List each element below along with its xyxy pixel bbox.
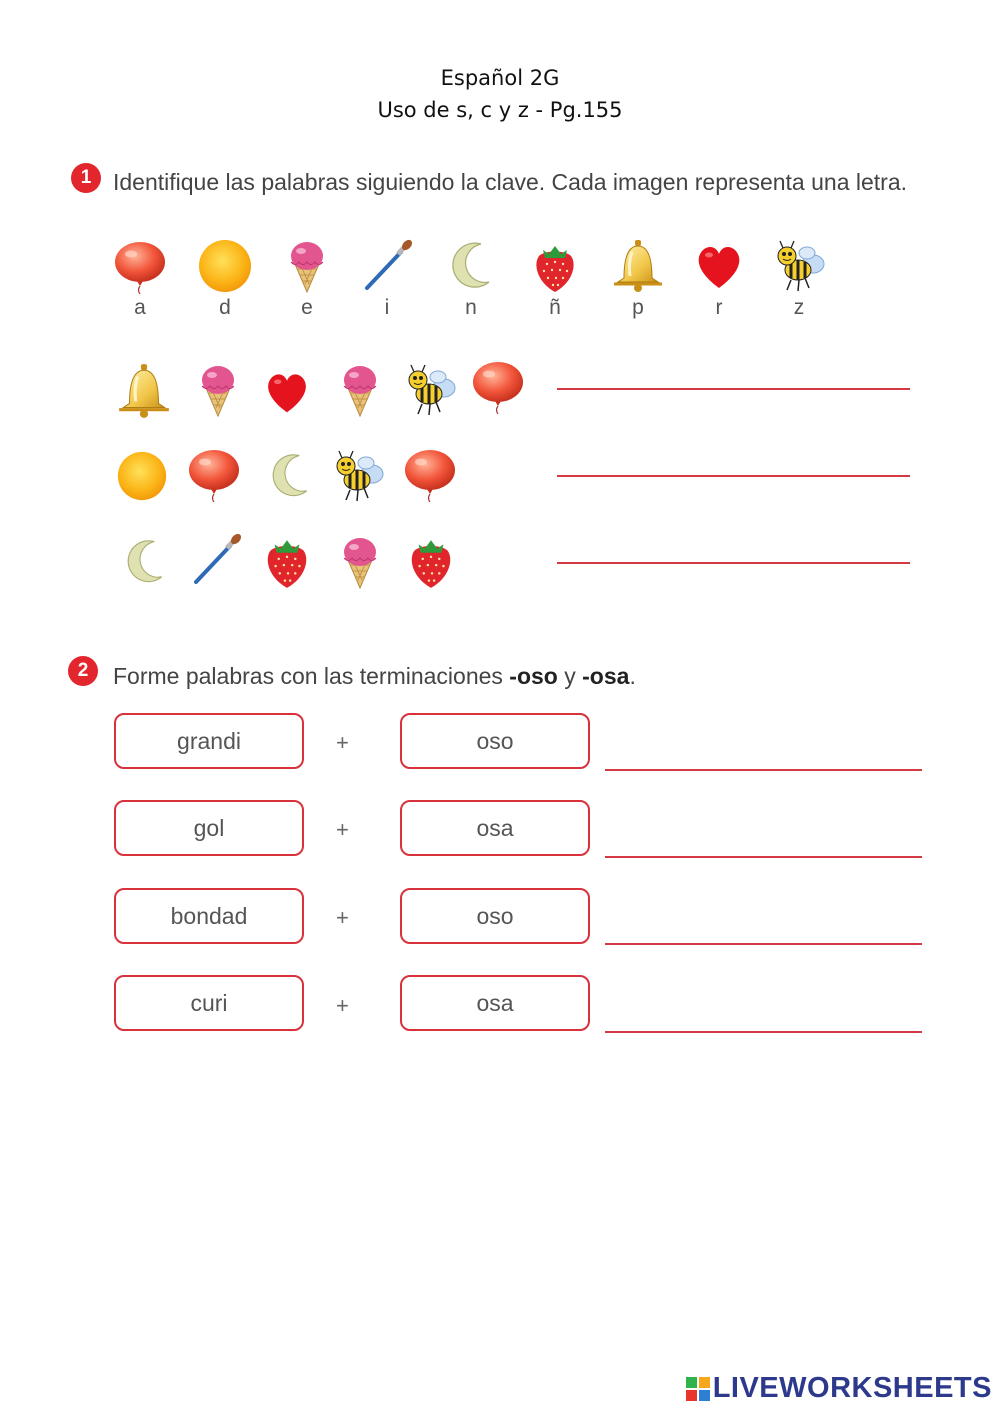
logo-square	[686, 1377, 697, 1388]
logo-grid-icon	[686, 1377, 710, 1401]
plus-sign: +	[336, 993, 349, 1018]
bee-icon	[330, 448, 386, 504]
ending-oso: -oso	[509, 663, 558, 689]
plus-sign: +	[336, 730, 349, 755]
strawberry-icon	[402, 532, 460, 590]
bell-icon	[610, 238, 666, 294]
plus-sign: +	[336, 905, 349, 930]
paintbrush-icon	[188, 532, 244, 588]
key-balloon	[105, 238, 175, 320]
paintbrush-icon	[359, 238, 415, 294]
balloon-icon	[112, 238, 168, 294]
strawberry-icon	[258, 532, 316, 590]
key-letter: z	[793, 296, 805, 319]
key-ice-cream	[272, 238, 342, 320]
key-letter: a	[134, 296, 146, 319]
root-box: bondad	[114, 888, 304, 944]
key-letter: n	[465, 296, 477, 319]
answer-line-word-3[interactable]	[605, 943, 922, 945]
key-letter: ñ	[549, 296, 561, 319]
key-moon	[436, 238, 506, 320]
bell-icon	[114, 362, 174, 420]
suffix-box: oso	[400, 888, 590, 944]
instruction-period: .	[629, 663, 636, 689]
ice-cream-icon	[332, 534, 388, 590]
key-letter: e	[301, 296, 313, 319]
logo-square	[699, 1390, 710, 1401]
exercise-1-number: 1	[71, 163, 101, 193]
suffix-box: osa	[400, 800, 590, 856]
instruction-connector: y	[557, 663, 583, 689]
key-paintbrush	[352, 238, 422, 320]
balloon-icon	[402, 446, 458, 502]
moon-icon	[262, 450, 318, 502]
sun-icon	[197, 238, 253, 294]
suffix-box: oso	[400, 713, 590, 769]
key-sun	[190, 238, 260, 320]
logo-square	[686, 1390, 697, 1401]
answer-line-2[interactable]	[557, 475, 910, 477]
answer-line-3[interactable]	[557, 562, 910, 564]
suffix-box: osa	[400, 975, 590, 1031]
moon-icon	[118, 536, 172, 588]
ending-osa: -osa	[582, 663, 630, 689]
exercise-1-instruction: Identifique las palabras siguiendo la clave. Cada imagen representa una letra.	[113, 169, 908, 195]
key-letter: i	[384, 296, 390, 319]
brand-name: LIVEWORKSHEETS	[712, 1372, 992, 1404]
sun-icon	[114, 450, 170, 502]
bee-icon	[771, 238, 827, 294]
answer-line-word-1[interactable]	[605, 769, 922, 771]
plus-sign: +	[336, 817, 349, 842]
ice-cream-icon	[190, 362, 246, 418]
strawberry-icon	[527, 238, 583, 294]
key-bell	[603, 238, 673, 320]
worksheet-title: Español 2G	[440, 66, 560, 90]
root-box: curi	[114, 975, 304, 1031]
ice-cream-icon	[279, 238, 335, 294]
key-letter: r	[715, 296, 723, 319]
answer-line-word-4[interactable]	[605, 1031, 922, 1033]
answer-line-word-2[interactable]	[605, 856, 922, 858]
key-strawberry	[520, 238, 590, 320]
heart-icon	[691, 238, 747, 294]
balloon-icon	[186, 446, 242, 502]
exercise-2-instruction	[113, 662, 913, 690]
key-bee	[764, 238, 834, 320]
key-letter: d	[219, 296, 231, 319]
moon-icon	[443, 238, 499, 294]
liveworksheets-logo	[686, 1372, 992, 1405]
ice-cream-icon	[332, 362, 388, 418]
heart-icon	[260, 366, 314, 418]
worksheet-subtitle: Uso de s, c y z - Pg.155	[377, 98, 623, 122]
balloon-icon	[470, 358, 526, 414]
key-heart	[684, 238, 754, 320]
exercise-2-number: 2	[68, 656, 98, 686]
bee-icon	[402, 362, 458, 418]
worksheet-header	[0, 62, 1000, 126]
root-box: gol	[114, 800, 304, 856]
root-box: grandi	[114, 713, 304, 769]
instruction-text: Forme palabras con las terminaciones	[113, 663, 510, 689]
answer-line-1[interactable]	[557, 388, 910, 390]
key-letter: p	[632, 296, 644, 319]
logo-square	[699, 1377, 710, 1388]
